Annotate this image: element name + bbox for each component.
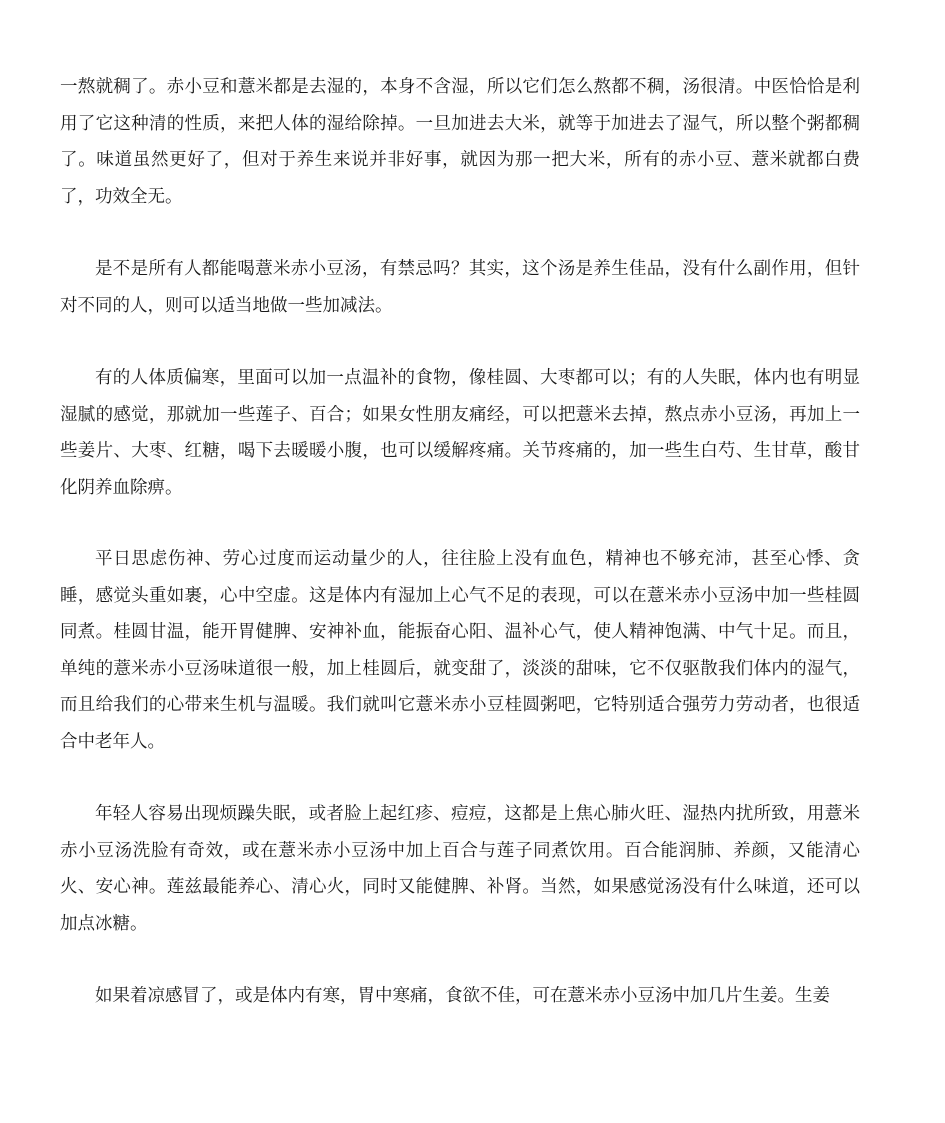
paragraph-4: 平日思虑伤神、劳心过度而运动量少的人，往往脸上没有血色，精神也不够充沛，甚至心悸、贪睡，感觉头重如裹，心中空虚。这是体内有湿加上心气不足的表现，可以在薏米赤小豆汤中加一些桂圆同煮。桂圆甘温，能开胃健脾、安神补血，能振奋心阳、温补心气，使人精神饱满、中气十足。而且，单纯的薏米赤小豆汤味道很一般，加上桂圆后，就变甜了，淡淡的甜味，它不仅驱散我们体内的湿气，而且给我们的心带来生机与温暖。我们就叫它薏米赤小豆桂圆粥吧，它特别适合强劳力劳动者，也很适合中老年人。 [60, 549, 860, 752]
paragraph-3: 有的人体质偏寒，里面可以加一点温补的食物，像桂圆、大枣都可以；有的人失眠，体内也有明显湿腻的感觉，那就加一些莲子、百合；如果女性朋友痛经，可以把薏米去掉，熬点赤小豆汤，再加上一些姜片、大枣、红糖，喝下去暖暖小腹，也可以缓解疼痛。关节疼痛的，加一些生白芍、生甘草，酸甘化阴养血除痹。 [60, 368, 860, 498]
paragraph-1: 一熬就稠了。赤小豆和薏米都是去湿的，本身不含湿，所以它们怎么熬都不稠，汤很清。中医恰恰是利用了它这种清的性质，来把人体的湿给除掉。一旦加进去大米，就等于加进去了湿气，所以整个粥都稠了。味道虽然更好了，但对于养生来说并非好事，就因为那一把大米，所有的赤小豆、薏米就都白费了，功效全无。 [60, 77, 860, 207]
paragraph-2: 是不是所有人都能喝薏米赤小豆汤，有禁忌吗？其实，这个汤是养生佳品，没有什么副作用，但针对不同的人，则可以适当地做一些加减法。 [60, 259, 860, 316]
paragraph-6: 如果着凉感冒了，或是体内有寒，胃中寒痛，食欲不佳，可在薏米赤小豆汤中加几片生姜。生姜 [95, 986, 830, 1006]
paragraph-5: 年轻人容易出现烦躁失眠，或者脸上起红疹、痘痘，这都是上焦心肺火旺、湿热内扰所致，用薏米赤小豆汤洗脸有奇效，或在薏米赤小豆汤中加上百合与莲子同煮饮用。百合能润肺、养颜，又能清心火、安心神。莲兹最能养心、清心火，同时又能健脾、补肾。当然，如果感觉汤没有什么味道，还可以加点冰糖。 [60, 804, 860, 934]
